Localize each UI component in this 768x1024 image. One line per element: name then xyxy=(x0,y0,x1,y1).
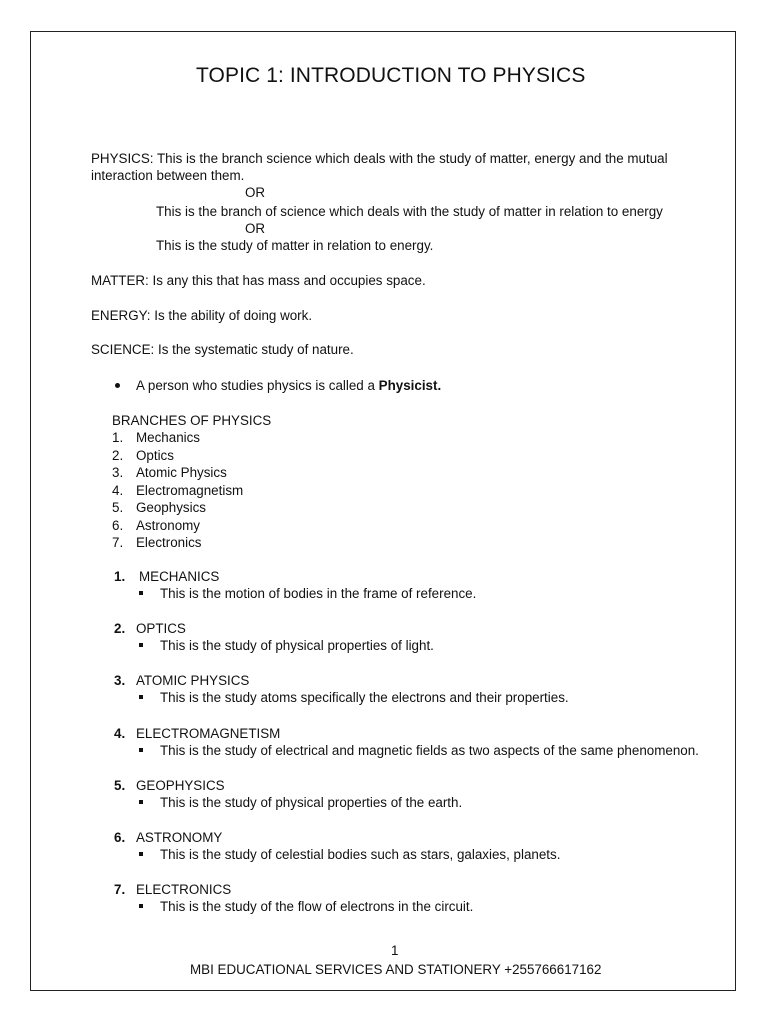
square-bullet-icon xyxy=(139,591,143,595)
physics-text: This is the branch science which deals with the study of matter, energy and the mutual xyxy=(153,151,668,166)
branches-heading: BRANCHES OF PHYSICS xyxy=(112,413,272,428)
section-number: 6. xyxy=(114,830,126,845)
section-description: This is the study atoms specifically the electrons and their properties. xyxy=(160,690,569,705)
branch-number: 2. xyxy=(112,447,124,463)
branch-number: 1. xyxy=(112,430,124,445)
section-description: This is the study of physical properties of the earth. xyxy=(160,795,463,810)
branch-item: Optics xyxy=(136,447,174,463)
physics-definition-line2: interaction between them. xyxy=(91,168,245,183)
section-heading: ELECTRONICS xyxy=(136,882,232,897)
matter-definition xyxy=(91,272,426,289)
section-heading: MECHANICS xyxy=(139,569,220,584)
branch-item: Electromagnetism xyxy=(136,482,244,498)
physics-label: PHYSICS: xyxy=(91,151,154,166)
section-heading: ASTRONOMY xyxy=(136,830,223,845)
section-heading: GEOPHYSICS xyxy=(136,778,225,793)
bullet-dot-icon xyxy=(115,383,120,388)
energy-definition xyxy=(91,307,312,324)
branch-number: 6. xyxy=(112,517,124,533)
branch-item: Astronomy xyxy=(136,517,200,533)
section-heading: ELECTROMAGNETISM xyxy=(136,726,281,741)
section-description: This is the motion of bodies in the frame of reference. xyxy=(160,586,477,601)
section-number: 4. xyxy=(114,726,126,741)
branch-number: 3. xyxy=(112,465,124,480)
science-label: SCIENCE: xyxy=(91,342,155,357)
square-bullet-icon xyxy=(139,904,143,908)
square-bullet-icon xyxy=(139,852,143,856)
branch-item: Geophysics xyxy=(136,500,206,515)
branch-item: Mechanics xyxy=(136,430,201,445)
physicist-text: A person who studies physics is called a xyxy=(136,378,379,393)
branch-number: 4. xyxy=(112,482,124,498)
section-description: This is the study of electrical and magnetic fields as two aspects of the same phenomenon. xyxy=(160,743,699,758)
section-description: This is the study of the flow of electrons in the circuit. xyxy=(160,899,474,914)
physics-definition-line1 xyxy=(91,150,668,167)
or-separator-1: OR xyxy=(245,185,266,200)
branch-number: 7. xyxy=(112,535,124,550)
square-bullet-icon xyxy=(139,748,143,752)
section-number: 7. xyxy=(114,882,126,897)
section-heading: OPTICS xyxy=(136,621,186,636)
section-number: 3. xyxy=(114,673,126,688)
physics-alt-definition-1: This is the branch of science which deals with the study of matter in relation to energy xyxy=(156,204,663,219)
section-description: This is the study of celestial bodies such as stars, galaxies, planets. xyxy=(160,847,561,862)
physics-alt-definition-2: This is the study of matter in relation to energy. xyxy=(156,238,434,253)
page-title: TOPIC 1: INTRODUCTION TO PHYSICS xyxy=(196,64,586,87)
physicist-term: Physicist. xyxy=(378,378,442,393)
square-bullet-icon xyxy=(139,800,143,804)
energy-label: ENERGY: xyxy=(91,308,151,323)
energy-text: Is the ability of doing work. xyxy=(150,308,313,323)
branch-number: 5. xyxy=(112,500,124,515)
matter-label: MATTER: xyxy=(91,273,149,288)
section-number: 5. xyxy=(114,778,126,793)
science-definition xyxy=(91,341,354,358)
physicist-note xyxy=(136,377,441,394)
science-text: Is the systematic study of nature. xyxy=(154,342,354,357)
branch-item: Atomic Physics xyxy=(136,465,227,480)
square-bullet-icon xyxy=(139,695,143,699)
section-description: This is the study of physical properties of light. xyxy=(160,638,434,653)
square-bullet-icon xyxy=(139,643,143,647)
section-heading: ATOMIC PHYSICS xyxy=(136,673,250,688)
section-number: 2. xyxy=(114,621,126,636)
page-number: 1 xyxy=(391,943,399,958)
or-separator-2: OR xyxy=(245,221,266,236)
footer-text: MBI EDUCATIONAL SERVICES AND STATIONERY +255766617162 xyxy=(190,962,602,977)
branch-item: Electronics xyxy=(136,535,202,550)
section-number: 1. xyxy=(114,569,126,584)
matter-text: Is any this that has mass and occupies space. xyxy=(148,273,426,288)
